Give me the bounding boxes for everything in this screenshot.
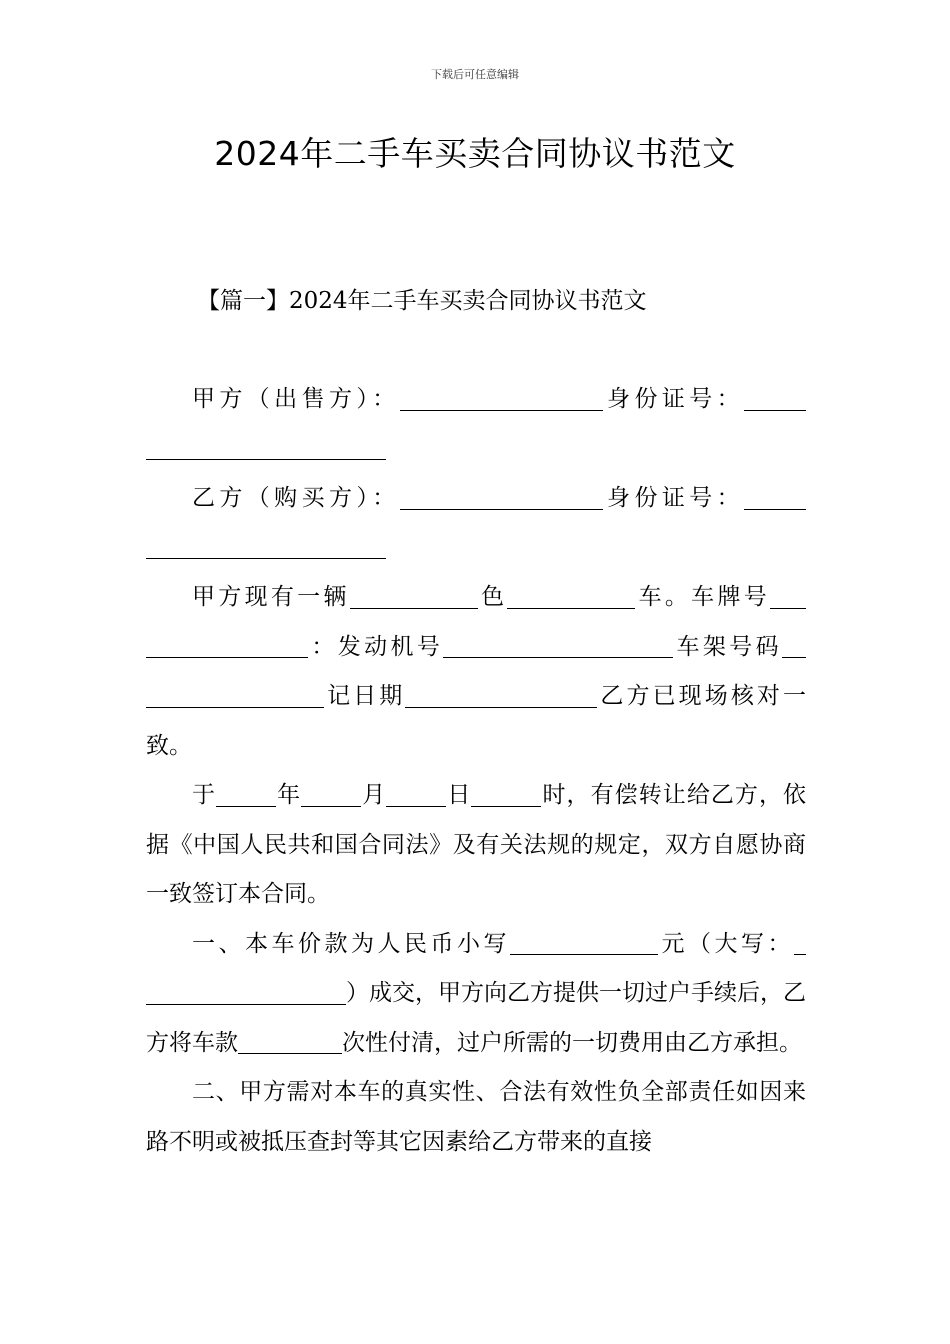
price-words-blank-cont bbox=[146, 979, 346, 1004]
vin-blank bbox=[782, 633, 806, 658]
transfer-hour-blank bbox=[471, 781, 541, 806]
price-words-blank bbox=[794, 930, 806, 955]
vehicle-paragraph: 甲方现有一辆 色 车。车牌号：发动机号 车架号码记日期 乙方已现场核对一致。 bbox=[146, 584, 807, 759]
transfer-month-blank bbox=[301, 781, 361, 806]
clause-1: 一、本车价款为人民币小写 元（大写：）成交，甲方向乙方提供一切过户手续后，乙方将车款 次性付清，过户所需的一切费用由乙方承担。 bbox=[146, 930, 806, 1056]
vin-blank-cont bbox=[146, 682, 324, 707]
transfer-year-blank bbox=[216, 781, 276, 806]
vehicle-model-blank bbox=[507, 583, 635, 608]
price-numeric-blank bbox=[510, 930, 658, 955]
engine-number-blank bbox=[443, 633, 673, 658]
contract-body bbox=[146, 375, 806, 1167]
party-a-line: 甲方（出售方）： 身份证号： bbox=[146, 375, 806, 474]
party-b-line: 乙方（购买方）： 身份证号： bbox=[146, 474, 806, 573]
registration-date-blank bbox=[405, 682, 597, 707]
vehicle-color-blank bbox=[350, 583, 478, 608]
transfer-paragraph: 于 年 月 日 时，有偿转让给乙方，依据《中国人民共和国合同法》及有关法规的规定，双方自愿协商一致签订本合同。 bbox=[146, 782, 807, 907]
document-title: 2024年二手车买卖合同协议书范文 bbox=[214, 134, 736, 173]
party-b-id-blank-cont bbox=[146, 534, 386, 559]
header-note: 下载后可任意编辑 bbox=[431, 68, 519, 81]
section-title: 【篇一】2024年二手车买卖合同协议书范文 bbox=[197, 288, 647, 314]
party-b-name-blank bbox=[400, 484, 603, 509]
party-a-name-blank bbox=[400, 385, 603, 410]
payment-times-blank bbox=[238, 1029, 342, 1054]
party-a-id-blank bbox=[744, 385, 806, 410]
plate-blank-cont bbox=[146, 633, 308, 658]
party-b-id-blank bbox=[744, 484, 806, 509]
plate-blank bbox=[770, 583, 806, 608]
clause-2: 二、甲方需对本车的真实性、合法有效性负全部责任如因来路不明或被抵压查封等其它因素给乙方带来的直接 bbox=[146, 1079, 806, 1155]
party-a-id-blank-cont bbox=[146, 435, 386, 460]
transfer-day-blank bbox=[386, 781, 446, 806]
